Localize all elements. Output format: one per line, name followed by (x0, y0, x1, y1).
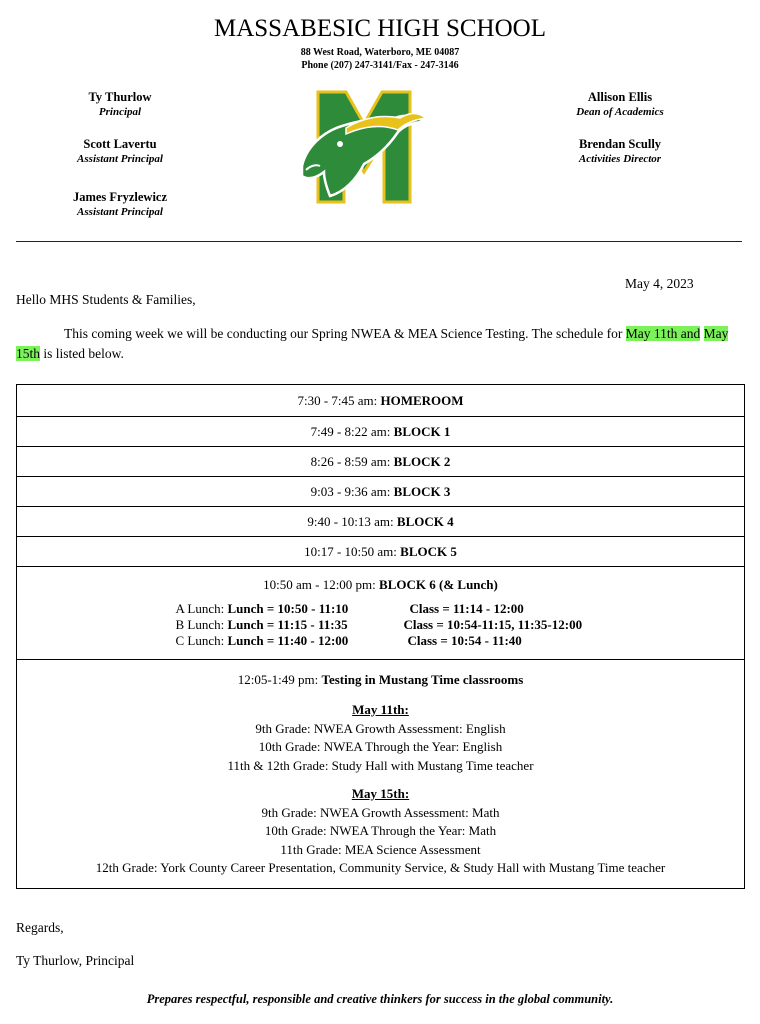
block-time: 8:26 - 8:59 am: (310, 453, 394, 469)
school-address: 88 West Road, Waterboro, ME 04087 (300, 47, 460, 58)
schedule-row-block-3 (17, 477, 745, 507)
block-time: 7:30 - 7:45 am: (297, 392, 381, 408)
schedule-cell (17, 660, 745, 889)
lunch-name: C Lunch: (175, 633, 228, 648)
schedule-cell (17, 477, 745, 507)
testing-item: 10th Grade: NWEA Through the Year: English (258, 739, 503, 754)
header-divider (16, 241, 742, 242)
mustang-logo (300, 88, 428, 206)
block-time: 10:17 - 10:50 am: (304, 543, 401, 559)
block-label: BLOCK 4 (396, 513, 454, 529)
block-label: BLOCK 2 (393, 453, 451, 469)
lunch-c (176, 633, 376, 649)
block-label: BLOCK 3 (393, 483, 451, 499)
testing-item: 11th & 12th Grade: Study Hall with Mustang Time teacher (227, 757, 534, 773)
block-label: BLOCK 5 (400, 543, 457, 559)
schedule-row-block-4 (17, 507, 745, 537)
staff-principal (10, 90, 230, 120)
mustang-m-icon (300, 88, 428, 206)
block-time: 7:49 - 8:22 am: (310, 423, 394, 439)
schedule-cell (17, 567, 745, 660)
lunch-time: Lunch = 11:40 - 12:00 (227, 633, 349, 648)
staff-name: Scott Lavertu (83, 137, 157, 151)
staff-assistant-principal-2 (10, 190, 230, 220)
class-b (376, 617, 586, 633)
school-address-block (0, 46, 760, 72)
staff-name: Ty Thurlow (88, 90, 152, 104)
staff-title: Dean of Academics (576, 106, 664, 118)
school-phone: Phone (207) 247-3141/Fax - 247-3146 (301, 60, 459, 71)
highlighted-date-2: May 15th (16, 326, 729, 361)
testing-item: 11th Grade: MEA Science Assessment (280, 841, 481, 857)
schedule-row-testing (17, 660, 745, 889)
class-time: Class = 11:14 - 12:00 (409, 601, 524, 616)
intro-text-end: is listed below. (40, 346, 124, 361)
block-time: 10:50 am - 12:00 pm: (263, 577, 380, 592)
schedule-cell (17, 507, 745, 537)
testing-day-2-title: May 15th: (351, 786, 410, 801)
block-label: Testing in Mustang Time classrooms (321, 671, 524, 687)
class-time: Class = 10:54 - 11:40 (407, 633, 522, 648)
schedule-row-block-6 (17, 567, 745, 660)
intro-text: This coming week we will be conducting our Spring NWEA & MEA Science Testing. The schedule for (64, 326, 626, 341)
lunch-name: B Lunch: (175, 617, 228, 632)
block-label: BLOCK 1 (393, 423, 451, 439)
letter-date: May 4, 2023 (625, 276, 694, 291)
schedule-row-homeroom (17, 385, 745, 417)
class-c (376, 633, 586, 649)
testing-item: 12th Grade: York County Career Presentation, Community Service, & Study Hall with Mustang Time teacher (95, 860, 666, 875)
letter-intro-paragraph (16, 324, 744, 364)
testing-item: 9th Grade: NWEA Growth Assessment: Math (261, 804, 500, 820)
testing-day-1-title: May 11th: (352, 702, 409, 717)
school-motto: Prepares respectful, responsible and creative thinkers for success in the global community. (146, 992, 614, 1006)
staff-title: Assistant Principal (77, 153, 163, 165)
letter-greeting: Hello MHS Students & Families, (16, 292, 196, 307)
class-a (376, 601, 586, 617)
testing-item: 10th Grade: NWEA Through the Year: Math (264, 823, 497, 838)
lunch-name: A Lunch: (175, 601, 228, 616)
schedule-cell (17, 385, 745, 417)
class-time: Class = 10:54-11:15, 11:35-12:00 (403, 617, 583, 632)
letter-closing: Regards, (16, 920, 64, 935)
staff-title: Activities Director (578, 153, 662, 165)
testing-item: 9th Grade: NWEA Growth Assessment: English (255, 720, 506, 736)
lunch-time: Lunch = 10:50 - 11:10 (227, 601, 349, 616)
schedule-table (16, 384, 745, 889)
staff-title: Assistant Principal (77, 206, 163, 218)
staff-assistant-principal-1 (10, 137, 230, 167)
lunch-a (176, 601, 376, 617)
schedule-cell (17, 447, 745, 477)
block-time: 12:05-1:49 pm: (237, 671, 322, 687)
block-time: 9:40 - 10:13 am: (307, 513, 397, 529)
block-label: BLOCK 6 (& Lunch) (379, 577, 498, 592)
staff-dean-of-academics (510, 90, 730, 120)
staff-title: Principal (98, 106, 142, 118)
block-time: 9:03 - 9:36 am: (310, 483, 394, 499)
staff-name: Brendan Scully (578, 137, 662, 151)
highlighted-date-1: May 11th and (625, 326, 701, 341)
school-name: MASSABESIC HIGH SCHOOL (214, 15, 546, 42)
schedule-row-block-2 (17, 447, 745, 477)
staff-name: James Fryzlewicz (72, 190, 168, 204)
staff-name: Allison Ellis (587, 90, 653, 104)
schedule-cell (17, 417, 745, 447)
schedule-cell (17, 537, 745, 567)
letter-signature: Ty Thurlow, Principal (16, 953, 135, 968)
lunch-b (176, 617, 376, 633)
schedule-row-block-5 (17, 537, 745, 567)
schedule-row-block-1 (17, 417, 745, 447)
lunch-grid (17, 601, 744, 649)
lunch-time: Lunch = 11:15 - 11:35 (227, 617, 348, 632)
block-label: HOMEROOM (380, 392, 464, 408)
staff-activities-director (510, 137, 730, 167)
